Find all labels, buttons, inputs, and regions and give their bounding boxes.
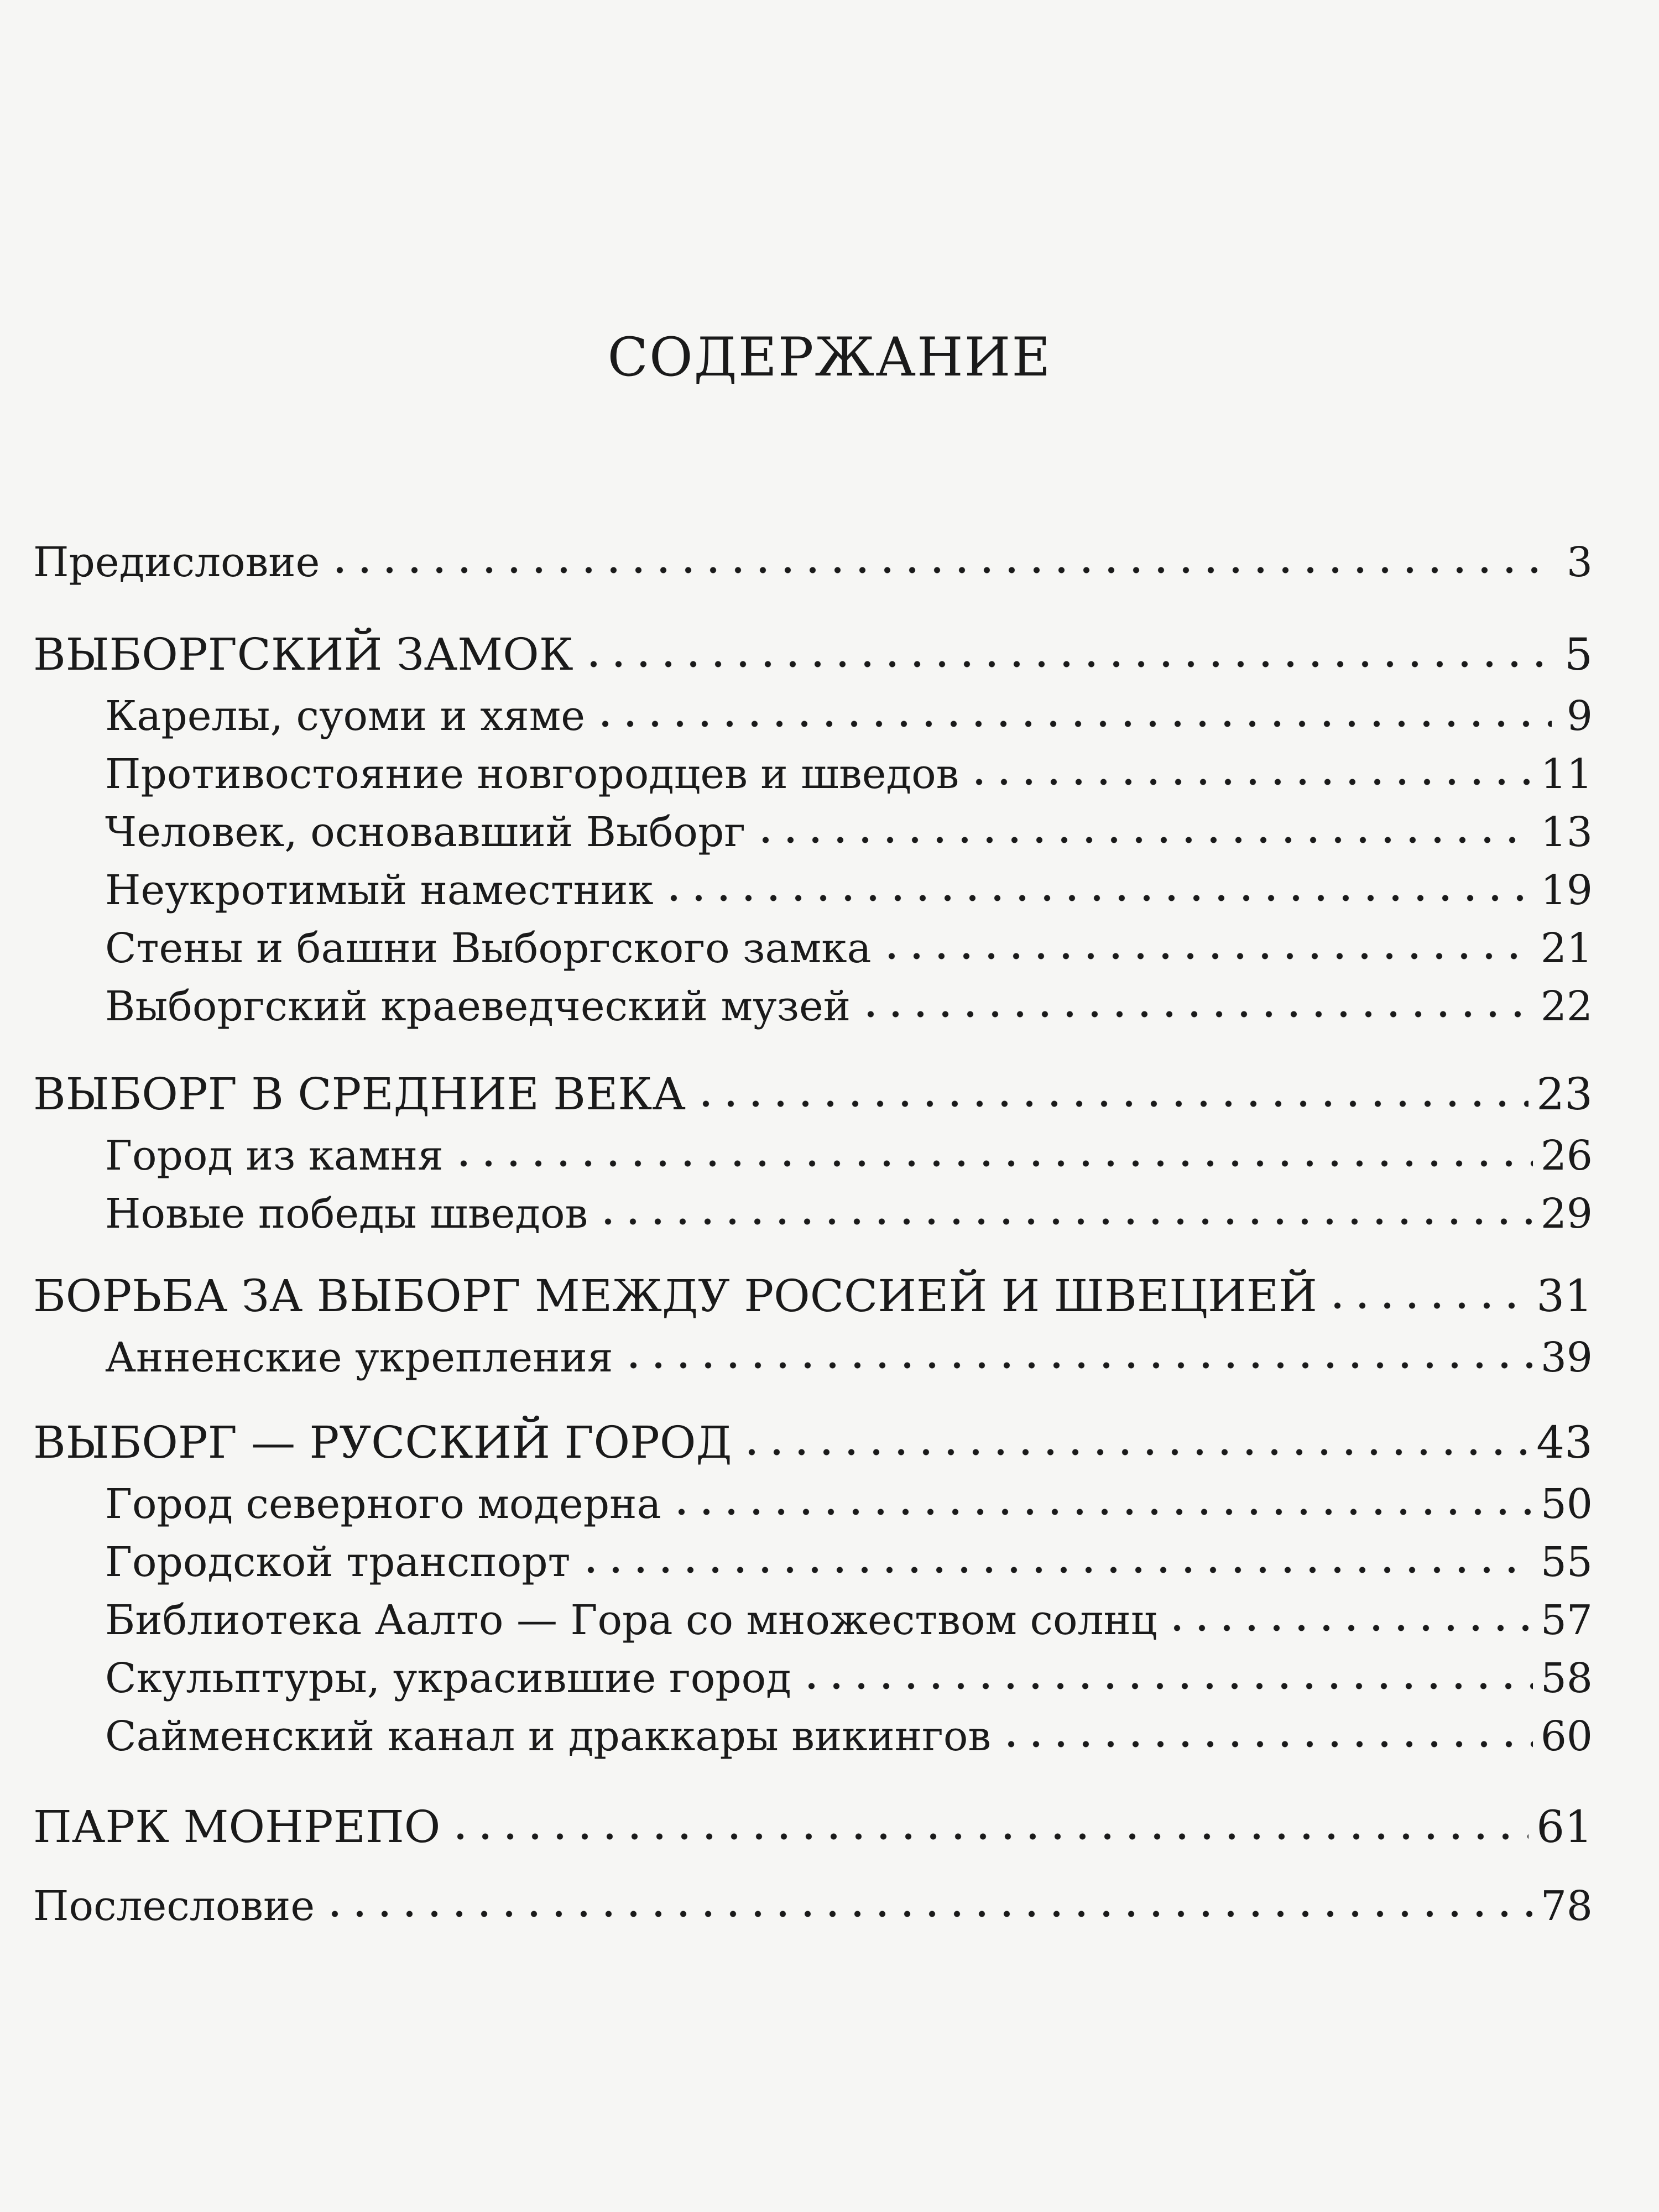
toc-entry-label: Послесловие <box>33 1882 315 1930</box>
dot-leader <box>1325 1297 1528 1314</box>
toc-entry-page: 11 <box>1540 750 1593 798</box>
dot-leader <box>693 1095 1528 1112</box>
toc-entry <box>105 917 1593 972</box>
toc-entry-label: Человек, основавший Выборг <box>105 808 746 856</box>
dot-leader <box>593 716 1552 732</box>
toc-entry <box>105 975 1593 1030</box>
toc-section-monrepo-park <box>33 1797 1593 1853</box>
toc-entry-label: Выборгский краеведческий музей <box>105 983 851 1030</box>
dot-leader <box>451 1155 1533 1172</box>
dot-leader <box>578 1562 1533 1578</box>
toc-entry-page: 55 <box>1540 1538 1593 1586</box>
toc-entry-page: 60 <box>1540 1713 1593 1760</box>
toc-entry-label: Предисловие <box>33 539 320 586</box>
toc-entry-page: 43 <box>1536 1417 1593 1468</box>
toc-entry-label: Город северного модерна <box>105 1480 661 1528</box>
toc-section-middle-ages <box>33 1065 1593 1120</box>
toc-entry-label: Неукротимый наместник <box>105 867 654 914</box>
toc-section-russian-city <box>33 1413 1593 1468</box>
toc-entry-label: Сайменский канал и драккары викингов <box>105 1713 992 1760</box>
dot-leader <box>879 948 1533 964</box>
toc-entry-label: Библиотека Аалто — Гора со множеством солнц <box>105 1597 1157 1644</box>
toc-entry-page: 39 <box>1540 1334 1593 1381</box>
dot-leader <box>322 1906 1533 1922</box>
dot-leader <box>596 1213 1533 1230</box>
toc-entry-label: ВЫБОРГСКИЙ ЗАМОК <box>33 629 573 680</box>
toc-entry-label: Стены и башни Выборгского замка <box>105 925 872 972</box>
dot-leader <box>858 1006 1533 1022</box>
toc-entry-page: 58 <box>1540 1655 1593 1702</box>
dot-leader <box>621 1357 1533 1374</box>
toc-entry-label: Карелы, суоми и хяме <box>105 692 586 740</box>
toc-entry-label: Город из камня <box>105 1132 444 1180</box>
dot-leader <box>799 1678 1533 1694</box>
toc-entry-page: 61 <box>1536 1801 1593 1853</box>
toc-entry-page: 57 <box>1540 1597 1593 1644</box>
toc-entry <box>105 1124 1593 1180</box>
dot-leader <box>739 1444 1528 1460</box>
toc-entry-page: 22 <box>1540 983 1593 1030</box>
toc-entry-page: 3 <box>1566 539 1593 586</box>
toc-entry-page: 21 <box>1540 925 1593 972</box>
page-title: СОДЕРЖАНИЕ <box>607 326 1052 388</box>
dot-leader <box>999 1736 1533 1752</box>
toc-entry <box>105 1705 1593 1760</box>
toc-entry-label: Анненские укрепления <box>105 1334 613 1381</box>
toc-entry <box>105 743 1593 798</box>
toc-entry <box>105 1326 1593 1381</box>
dot-leader <box>661 890 1533 906</box>
toc-entry-label: Городской транспорт <box>105 1538 571 1586</box>
dot-leader <box>669 1504 1533 1520</box>
dot-leader <box>327 562 1552 578</box>
toc-entry <box>105 1589 1593 1644</box>
toc-entry <box>105 1531 1593 1586</box>
dot-leader <box>448 1828 1528 1845</box>
dot-leader <box>1165 1620 1532 1636</box>
toc-entry-page: 23 <box>1536 1068 1593 1120</box>
toc-entry-label: БОРЬБА ЗА ВЫБОРГ МЕЖДУ РОССИЕЙ И ШВЕЦИЕЙ <box>33 1270 1317 1322</box>
toc-entry-preface <box>33 531 1593 586</box>
toc-entry-label: Противостояние новгородцев и шведов <box>105 750 959 798</box>
toc-entry <box>105 1647 1593 1702</box>
toc-entry-label: Скульптуры, украсившие город <box>105 1655 791 1702</box>
toc-entry <box>105 1182 1593 1238</box>
toc-entry-page: 78 <box>1540 1882 1593 1930</box>
toc-entry-label: ВЫБОРГ — РУССКИЙ ГОРОД <box>33 1417 732 1468</box>
dot-leader <box>753 832 1533 848</box>
toc-section-struggle <box>33 1266 1593 1322</box>
toc-entry-afterword <box>33 1875 1593 1930</box>
dot-leader <box>967 774 1533 790</box>
toc-entry-page: 9 <box>1566 692 1593 740</box>
toc-entry-page: 19 <box>1540 867 1593 914</box>
toc-entry-page: 13 <box>1540 808 1593 856</box>
toc-entry-page: 29 <box>1540 1190 1593 1238</box>
toc-entry <box>105 859 1593 914</box>
toc-entry <box>105 1473 1593 1528</box>
toc-entry-label: ВЫБОРГ В СРЕДНИЕ ВЕКА <box>33 1068 686 1120</box>
toc-entry-label: ПАРК МОНРЕПО <box>33 1801 441 1853</box>
toc-section-vyborg-castle <box>33 625 1593 680</box>
toc-entry <box>105 685 1593 740</box>
toc-entry-page: 26 <box>1540 1132 1593 1180</box>
dot-leader <box>581 656 1552 672</box>
toc-entry-page: 50 <box>1540 1480 1593 1528</box>
toc-entry-page: 31 <box>1536 1270 1593 1322</box>
toc-entry-label: Новые победы шведов <box>105 1190 588 1238</box>
toc-entry <box>105 801 1593 856</box>
toc-entry-page: 5 <box>1564 629 1593 680</box>
